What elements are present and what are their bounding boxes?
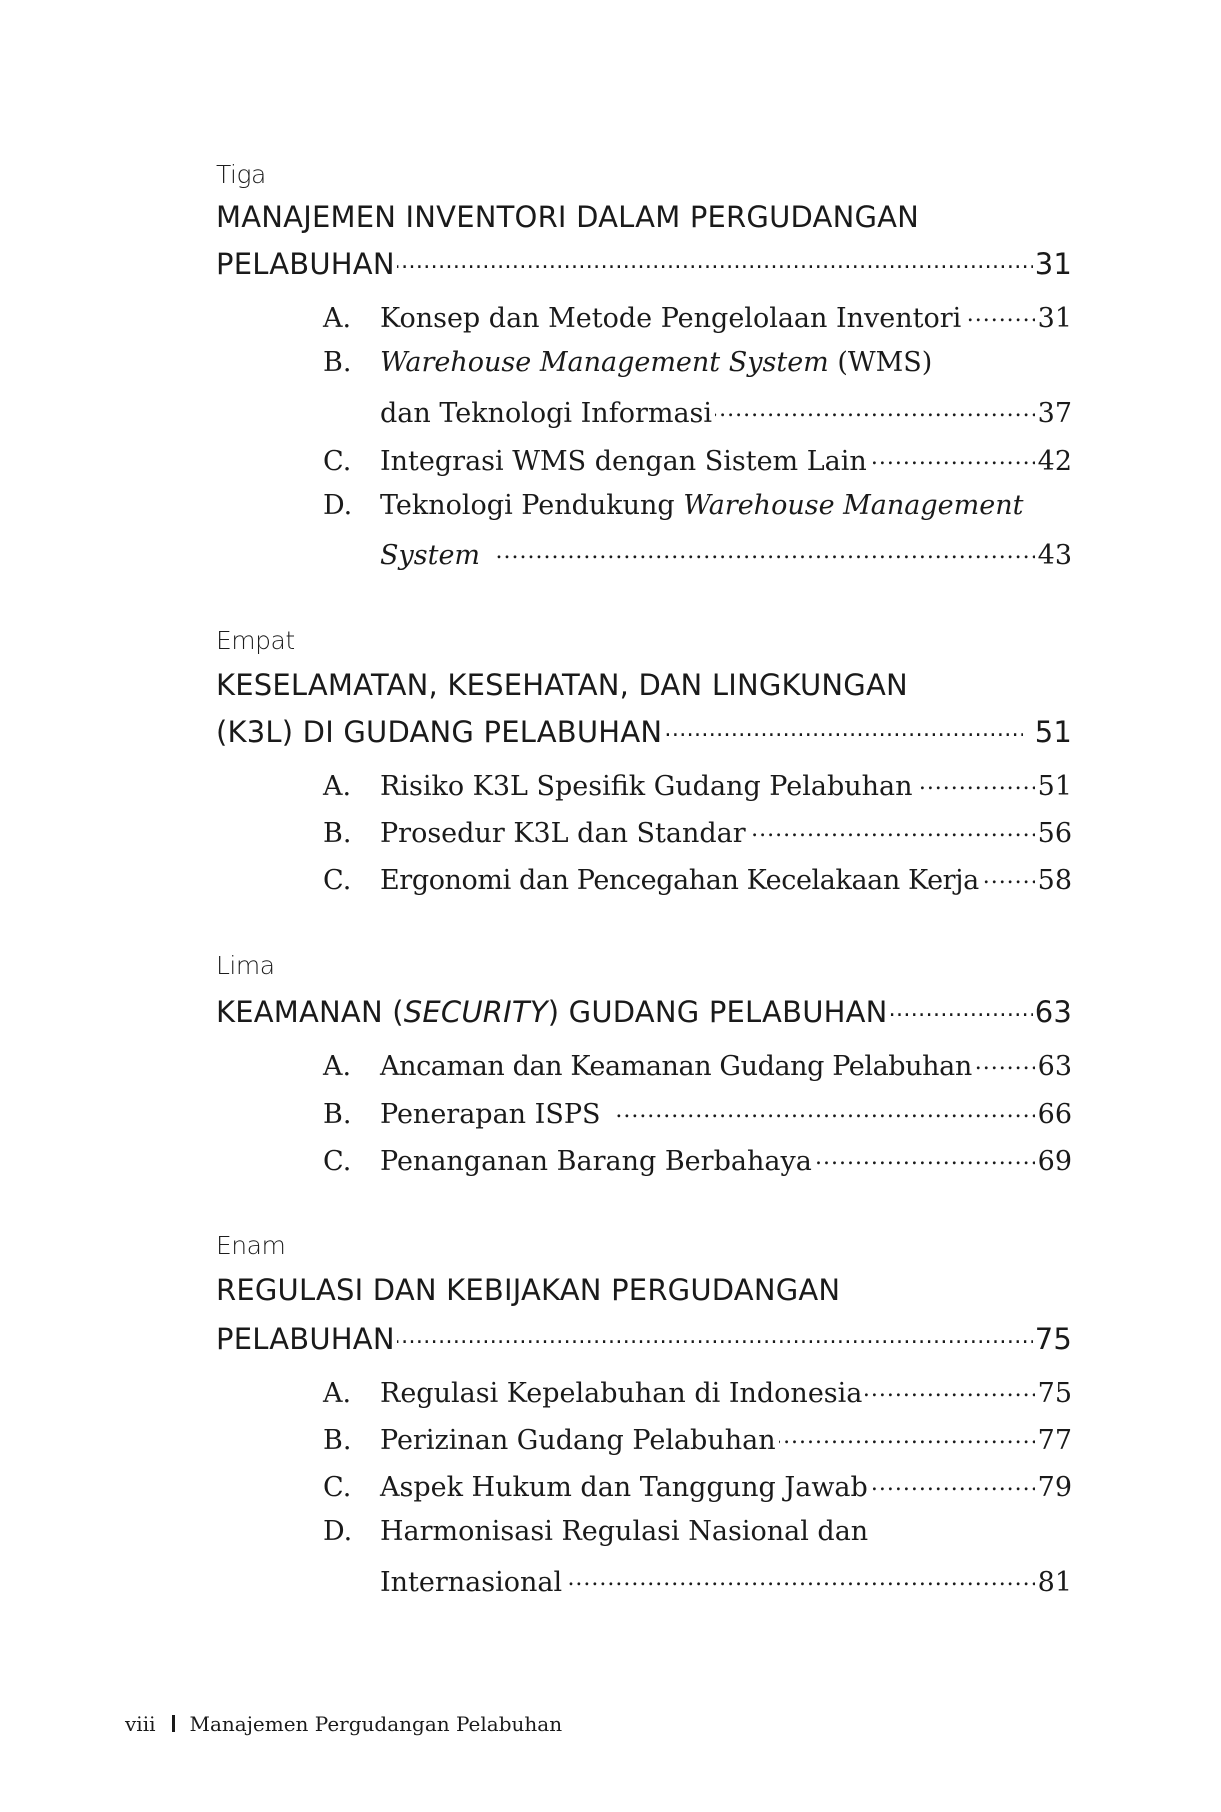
toc-entry[interactable] (323, 347, 1072, 378)
item-text-plain: Teknologi Pendukung (380, 490, 684, 521)
chapter-title-cont: PELABUHAN (216, 1322, 395, 1356)
item-letter: A. (323, 1378, 352, 1409)
toc-entry[interactable] (323, 1143, 1072, 1177)
item-text: Risiko K3L Spesifik Gudang Pelabuhan (380, 771, 913, 802)
toc-entry[interactable] (323, 768, 1072, 802)
item-text-italic: Warehouse Management System (380, 347, 829, 378)
dot-leader (715, 395, 1035, 422)
page-number: 75 (1034, 1322, 1072, 1356)
item-text (380, 490, 1023, 521)
chapter-label: Empat (216, 626, 295, 655)
page-number: 77 (1037, 1425, 1072, 1456)
item-letter: A. (323, 303, 352, 334)
dot-leader (614, 1096, 1034, 1123)
toc-entry[interactable] (323, 490, 1072, 521)
chapter-title (216, 995, 888, 1029)
item-text: Penerapan ISPS (380, 1099, 601, 1130)
folio-page-number: viii (125, 1712, 156, 1736)
item-letter: B. (323, 347, 352, 378)
item-letter: B. (323, 1099, 352, 1130)
chapter-title: MANAJEMEN INVENTORI DALAM PERGUDANGAN (216, 200, 920, 234)
page-number: 31 (1037, 303, 1072, 334)
toc-entry[interactable] (323, 862, 1072, 896)
dot-leader (865, 1375, 1034, 1402)
dot-leader (779, 1422, 1035, 1449)
item-letter: D. (323, 490, 353, 521)
toc-entry-chapter[interactable] (216, 245, 1072, 281)
toc-entry-chapter[interactable] (216, 993, 1072, 1029)
page-footer (125, 1712, 562, 1736)
dot-leader (975, 1048, 1035, 1075)
dot-leader (749, 815, 1035, 842)
dot-leader (494, 537, 1035, 564)
toc-entry[interactable] (323, 300, 1072, 334)
item-letter: D. (323, 1516, 353, 1547)
toc-entry-cont[interactable] (380, 1564, 1072, 1598)
item-letter: A. (323, 1051, 352, 1082)
title-italic: SECURITY (403, 995, 548, 1029)
item-letter: B. (323, 818, 352, 849)
page-number: 66 (1037, 1099, 1072, 1130)
toc-entry[interactable] (323, 1422, 1072, 1456)
item-letter: C. (323, 1146, 352, 1177)
page-number: 37 (1037, 398, 1072, 429)
page-number: 43 (1037, 540, 1072, 571)
item-text: Ergonomi dan Pencegahan Kecelakaan Kerja (380, 865, 979, 896)
item-text: Harmonisasi Regulasi Nasional dan (380, 1516, 869, 1547)
item-text: Aspek Hukum dan Tanggung Jawab (380, 1472, 868, 1503)
dot-leader (890, 993, 1033, 1022)
toc-entry[interactable] (323, 1516, 1072, 1547)
chapter-title: KESELAMATAN, KESEHATAN, DAN LINGKUNGAN (216, 668, 908, 702)
dot-leader (565, 1564, 1034, 1591)
item-text-italic: Warehouse Management (683, 490, 1024, 521)
item-text: dan Teknologi Informasi (380, 398, 713, 429)
dot-leader (664, 713, 1022, 742)
dot-leader (916, 768, 1035, 795)
toc-entry-cont[interactable] (380, 537, 1072, 571)
item-text: Prosedur K3L dan Standar (380, 818, 746, 849)
item-text: Perizinan Gudang Pelabuhan (380, 1425, 776, 1456)
item-letter: C. (323, 446, 352, 477)
page-number: 51 (1034, 715, 1072, 749)
chapter-label: Enam (216, 1231, 286, 1260)
page-number: 75 (1037, 1378, 1072, 1409)
item-text (380, 347, 932, 378)
toc-entry-cont[interactable] (380, 395, 1072, 429)
item-text: Ancaman dan Keamanan Gudang Pelabuhan (380, 1051, 972, 1082)
running-title: Manajemen Pergudangan Pelabuhan (189, 1712, 563, 1736)
item-text: Integrasi WMS dengan Sistem Lain (380, 446, 867, 477)
toc-entry[interactable] (323, 1048, 1072, 1082)
page-number: 79 (1037, 1472, 1072, 1503)
dot-leader (982, 862, 1035, 889)
page-number: 51 (1037, 771, 1072, 802)
item-letter: B. (323, 1425, 352, 1456)
page-number: 56 (1037, 818, 1072, 849)
dot-leader (397, 245, 1033, 274)
page-number: 63 (1037, 1051, 1072, 1082)
item-text: Internasional (380, 1567, 563, 1598)
item-text: Penanganan Barang Berbahaya (380, 1146, 812, 1177)
page-number: 58 (1037, 865, 1072, 896)
item-letter: C. (323, 1472, 352, 1503)
toc-entry[interactable] (323, 815, 1072, 849)
chapter-title-cont: (K3L) DI GUDANG PELABUHAN (216, 715, 663, 749)
page-number: 63 (1034, 995, 1072, 1029)
page-number: 69 (1037, 1146, 1072, 1177)
page-number: 42 (1037, 446, 1072, 477)
item-letter: A. (323, 771, 352, 802)
toc-entry[interactable] (323, 443, 1072, 477)
chapter-label: Tiga (216, 160, 266, 189)
chapter-title-cont: PELABUHAN (216, 247, 395, 281)
toc-entry-chapter[interactable] (216, 713, 1072, 749)
item-text: Regulasi Kepelabuhan di Indonesia (380, 1378, 863, 1409)
toc-entry-chapter[interactable] (216, 1320, 1072, 1356)
toc-entry[interactable] (323, 1375, 1072, 1409)
separator-bar (172, 1715, 175, 1732)
page-number: 81 (1037, 1567, 1072, 1598)
dot-leader (871, 1469, 1035, 1496)
dot-leader (870, 443, 1035, 470)
item-text-italic: System (380, 540, 481, 571)
dot-leader (815, 1143, 1035, 1170)
dot-leader (964, 300, 1034, 327)
title-part: KEAMANAN ( (216, 995, 404, 1029)
title-part: ) GUDANG PELABUHAN (547, 995, 888, 1029)
dot-leader (397, 1320, 1033, 1349)
toc-entry[interactable] (323, 1469, 1072, 1503)
chapter-title: REGULASI DAN KEBIJAKAN PERGUDANGAN (216, 1273, 841, 1307)
chapter-label: Lima (216, 951, 275, 980)
toc-entry[interactable] (323, 1096, 1072, 1130)
item-text-rest: (WMS) (828, 347, 933, 378)
item-text: Konsep dan Metode Pengelolaan Inventori (380, 303, 962, 334)
page-number: 31 (1034, 247, 1072, 281)
item-letter: C. (323, 865, 352, 896)
